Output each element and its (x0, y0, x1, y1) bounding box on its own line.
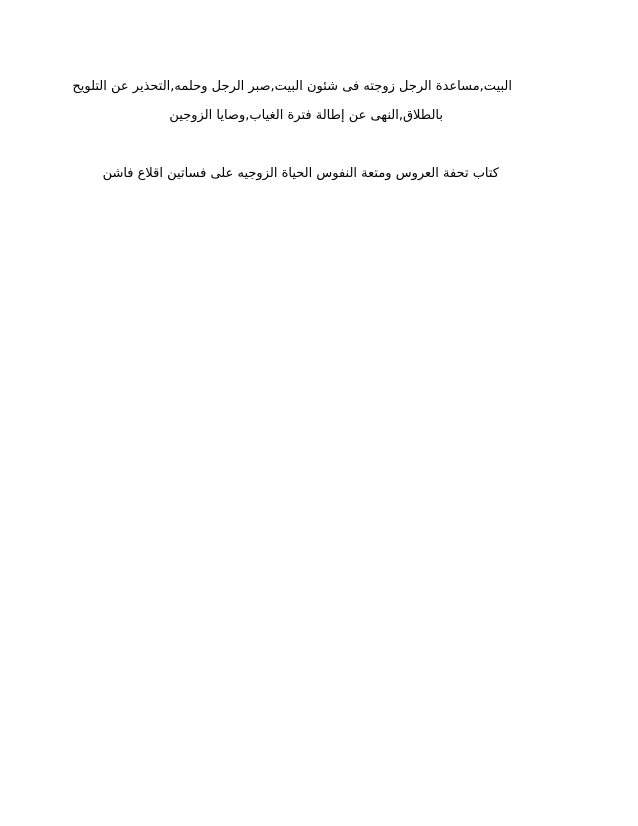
text-line-1: البيت,مساعدة الرجل زوجته فى شئون البيت,صبر الرجل وحلمه,التحذير عن التلويح (72, 79, 512, 94)
text-line-2: بالطلاق,النهى عن إطالة فترة الغياب,وصايا الزوجين (169, 108, 443, 123)
text-line-3: كتاب تحفة العروس ومتعة النفوس الحياة الزوجيه على فساتين اقلاع فاشن (102, 166, 499, 181)
